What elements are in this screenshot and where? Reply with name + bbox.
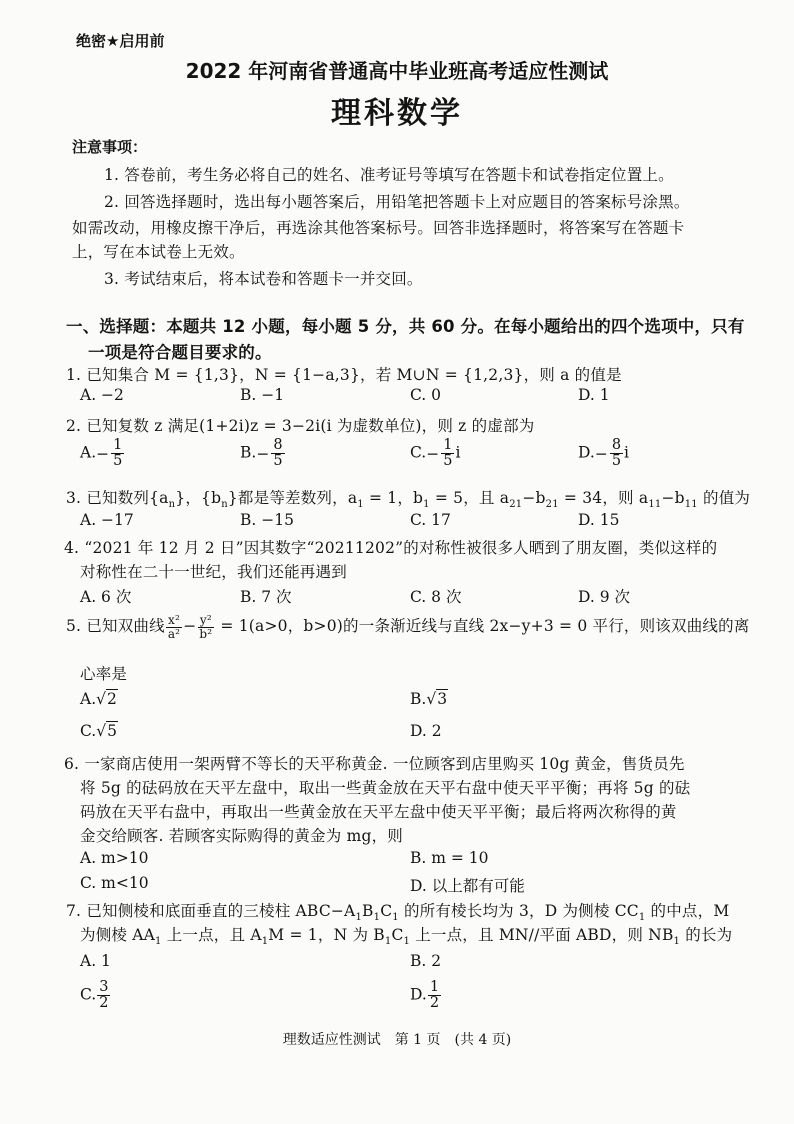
q2-option-c: [410, 438, 460, 469]
text: = 5，且 a: [429, 489, 510, 507]
denominator: 2: [429, 995, 440, 1012]
numerator: 8: [273, 437, 283, 453]
question-5-stem-cont: 心率是: [80, 665, 128, 683]
minus-sign: −: [594, 444, 608, 463]
text: C: [391, 926, 404, 944]
denominator: 5: [273, 453, 283, 470]
question-6-stem-cont: 码放在天平右盘中，再取出一些黄金放在天平左盘中使天平平衡；最后将两次称得的黄: [80, 803, 677, 821]
text: 3. 已知数列{a: [66, 489, 169, 507]
question-5-stem: [66, 614, 750, 640]
q2-option-a: [80, 438, 125, 469]
text: = 1，b: [363, 489, 424, 507]
q7-option-a: A. 1: [80, 952, 111, 970]
fraction: [197, 614, 214, 640]
text: }，{b: [175, 489, 222, 507]
q4-option-b: B. 7 次: [240, 588, 292, 606]
radicand: 3: [437, 690, 448, 708]
q1-option-b: B. −1: [240, 386, 285, 404]
sqrt-icon: √2: [96, 690, 117, 708]
subscript: 1: [423, 499, 430, 511]
fraction: [441, 438, 454, 469]
q5-option-a: [80, 690, 118, 708]
q6-option-a: A. m>10: [80, 849, 149, 867]
fraction: [111, 438, 124, 469]
section-heading: 一、选择题：本题共 12 小题，每小题 5 分，共 60 分。在每小题给出的四个选项中，只有: [66, 317, 745, 336]
denominator: 5: [113, 453, 123, 470]
section-heading: 一项是符合题目要求的。: [88, 343, 272, 362]
q1-option-c: C. 0: [410, 386, 442, 404]
question-6-stem: 6. 一家商店使用一架两臂不等长的天平称黄金. 一位顾客到店里购买 10g 黄金，售货员先: [64, 755, 685, 773]
radicand: 2: [107, 690, 117, 708]
subscript: 1: [673, 936, 681, 948]
note-item: 2. 回答选择题时，选出每小题答案后，用铅笔把答题卡上对应题目的答案标号涂黑。: [104, 193, 690, 211]
text: 7. 已知侧棱和底面垂直的三棱柱 ABC−A: [66, 902, 356, 920]
question-4-stem-cont: 对称性在二十一世纪，我们还能再遇到: [80, 563, 347, 581]
question-6-stem-cont: 将 5g 的砝码放在天平左盘中，取出一些黄金放在天平右盘中使天平平衡；再将 5g 的砝: [80, 779, 691, 797]
q4-option-d: D. 9 次: [578, 588, 631, 606]
option-label: A.: [80, 443, 97, 462]
q6-option-c: C. m<10: [80, 874, 149, 892]
q3-option-a: A. −17: [80, 511, 134, 529]
q6-option-b: B. m = 10: [410, 849, 489, 867]
sqrt-icon: √3: [426, 690, 448, 708]
option-label: C.: [80, 722, 97, 740]
q5-option-b: [410, 690, 448, 708]
text: = 1(a>0，b>0)的一条渐近线与直线 2x−y+3 = 0 平行，则该双曲线的离: [215, 617, 750, 636]
fraction: [166, 614, 182, 640]
confidential-label: 绝密★启用前: [76, 32, 165, 50]
q7-option-c: [80, 980, 111, 1011]
question-1-stem: 1. 已知集合 M = {1,3}，N = {1−a,3}，若 M∪N = {1,2,3}，则 a 的值是: [66, 366, 622, 384]
question-3-stem: [66, 486, 750, 510]
subscript: 21: [509, 499, 523, 511]
question-6-stem-cont: 金交给顾客. 若顾客实际购得的黄金为 mg，则: [80, 827, 404, 845]
numerator: 1: [429, 979, 440, 995]
text: 的中点，M: [645, 902, 730, 920]
subscript: n: [221, 499, 228, 511]
question-2-stem: 2. 已知复数 z 满足(1+2i)z = 3−2i(i 为虚数单位)，则 z 的虚部为: [66, 417, 535, 435]
imaginary-unit: i: [624, 443, 630, 462]
text: 上一点，且 A: [161, 926, 262, 944]
subscript: 11: [648, 499, 662, 511]
q7-option-b: B. 2: [410, 952, 442, 970]
question-4-stem: 4. “2021 年 12 月 2 日”因其数字“20211202”的对称性被很多人晒到了朋友圈，类似这样的: [64, 539, 718, 557]
numerator: x²: [168, 613, 180, 627]
q1-option-d: D. 1: [578, 386, 610, 404]
text: = 34，则 a: [558, 489, 649, 507]
sqrt-icon: √5: [96, 722, 117, 740]
denominator: 5: [443, 453, 453, 470]
subscript: 11: [684, 499, 698, 511]
numerator: 1: [443, 437, 453, 453]
text: }都是等差数列，a: [227, 489, 358, 507]
question-7-stem-cont: [80, 923, 732, 947]
q3-option-d: D. 15: [578, 511, 620, 529]
option-label: B.: [240, 443, 257, 462]
note-item: 如需改动，用橡皮擦干净后，再选涂其他答案标号。回答非选择题时，将答案写在答题卡: [72, 219, 685, 237]
minus-sign: −: [183, 617, 197, 636]
imaginary-unit: i: [455, 443, 461, 462]
q4-option-c: C. 8 次: [410, 588, 462, 606]
q1-option-a: A. −2: [80, 386, 124, 404]
option-label: D.: [578, 443, 595, 462]
numerator: 3: [99, 979, 109, 995]
denominator: 2: [99, 995, 109, 1012]
denominator: b²: [199, 626, 213, 641]
q6-option-d: D. 以上都有可能: [410, 877, 525, 895]
text: −b: [522, 489, 546, 507]
q2-option-b: [240, 438, 286, 469]
subscript: 1: [373, 912, 381, 924]
text: −b: [661, 489, 685, 507]
exam-title: 2022 年河南省普通高中毕业班高考适应性测试: [185, 59, 609, 83]
q7-option-d: [410, 980, 442, 1011]
page-footer: 理数适应性测试 第 1 页 (共 4 页): [282, 1032, 512, 1048]
denominator: 5: [611, 453, 622, 470]
subscript: 1: [392, 912, 399, 924]
subscript: 1: [638, 912, 646, 924]
radicand: 5: [107, 722, 117, 740]
minus-sign: −: [256, 444, 270, 463]
option-label: C.: [410, 443, 427, 462]
subject-title: 理科数学: [331, 96, 463, 131]
minus-sign: −: [96, 444, 110, 463]
subscript: 1: [384, 936, 392, 948]
text: C: [380, 902, 393, 920]
numerator: 1: [113, 437, 123, 453]
subscript: 1: [261, 936, 269, 948]
minus-sign: −: [426, 444, 440, 463]
q2-option-d: [578, 438, 629, 469]
fraction: [271, 438, 284, 469]
text: 的值为: [697, 489, 751, 507]
q3-option-b: B. −15: [240, 511, 294, 529]
q3-option-c: C. 17: [410, 511, 451, 529]
text: 的长为: [680, 926, 733, 944]
subscript: 1: [355, 912, 363, 924]
fraction: [428, 980, 441, 1011]
fraction: [97, 980, 110, 1011]
q5-option-d: D. 2: [410, 722, 442, 740]
question-7-stem: [66, 899, 729, 923]
text: 上一点，且 MN//平面 ABD，则 NB: [410, 926, 674, 944]
subscript: 21: [545, 499, 559, 511]
subscript: 1: [155, 936, 162, 948]
note-item: 1. 答卷前，考生务必将自己的姓名、准考证号等填写在答题卡和试卷指定位置上。: [104, 166, 674, 184]
subscript: n: [168, 499, 176, 511]
subscript: 1: [403, 936, 411, 948]
option-label: D.: [410, 985, 427, 1004]
text: M = 1，N 为 B: [268, 926, 385, 944]
denominator: a²: [167, 626, 181, 641]
fraction: [610, 438, 623, 469]
option-label: B.: [410, 690, 427, 708]
note-item: 3. 考试结束后，将本试卷和答题卡一并交回。: [104, 270, 423, 288]
text: B: [362, 902, 374, 920]
subscript: 1: [357, 499, 364, 511]
notes-heading: 注意事项：: [72, 138, 148, 156]
q4-option-a: A. 6 次: [80, 588, 132, 606]
text: 为侧棱 AA: [80, 926, 156, 944]
numerator: 8: [611, 437, 622, 453]
option-label: C.: [80, 985, 97, 1004]
numerator: y²: [199, 613, 212, 627]
text: 5. 已知双曲线: [66, 617, 165, 636]
text: 的所有棱长均为 3，D 为侧棱 CC: [398, 902, 639, 920]
q5-option-c: [80, 722, 118, 740]
note-item: 上，写在本试卷上无效。: [72, 243, 245, 261]
option-label: A.: [80, 690, 97, 708]
